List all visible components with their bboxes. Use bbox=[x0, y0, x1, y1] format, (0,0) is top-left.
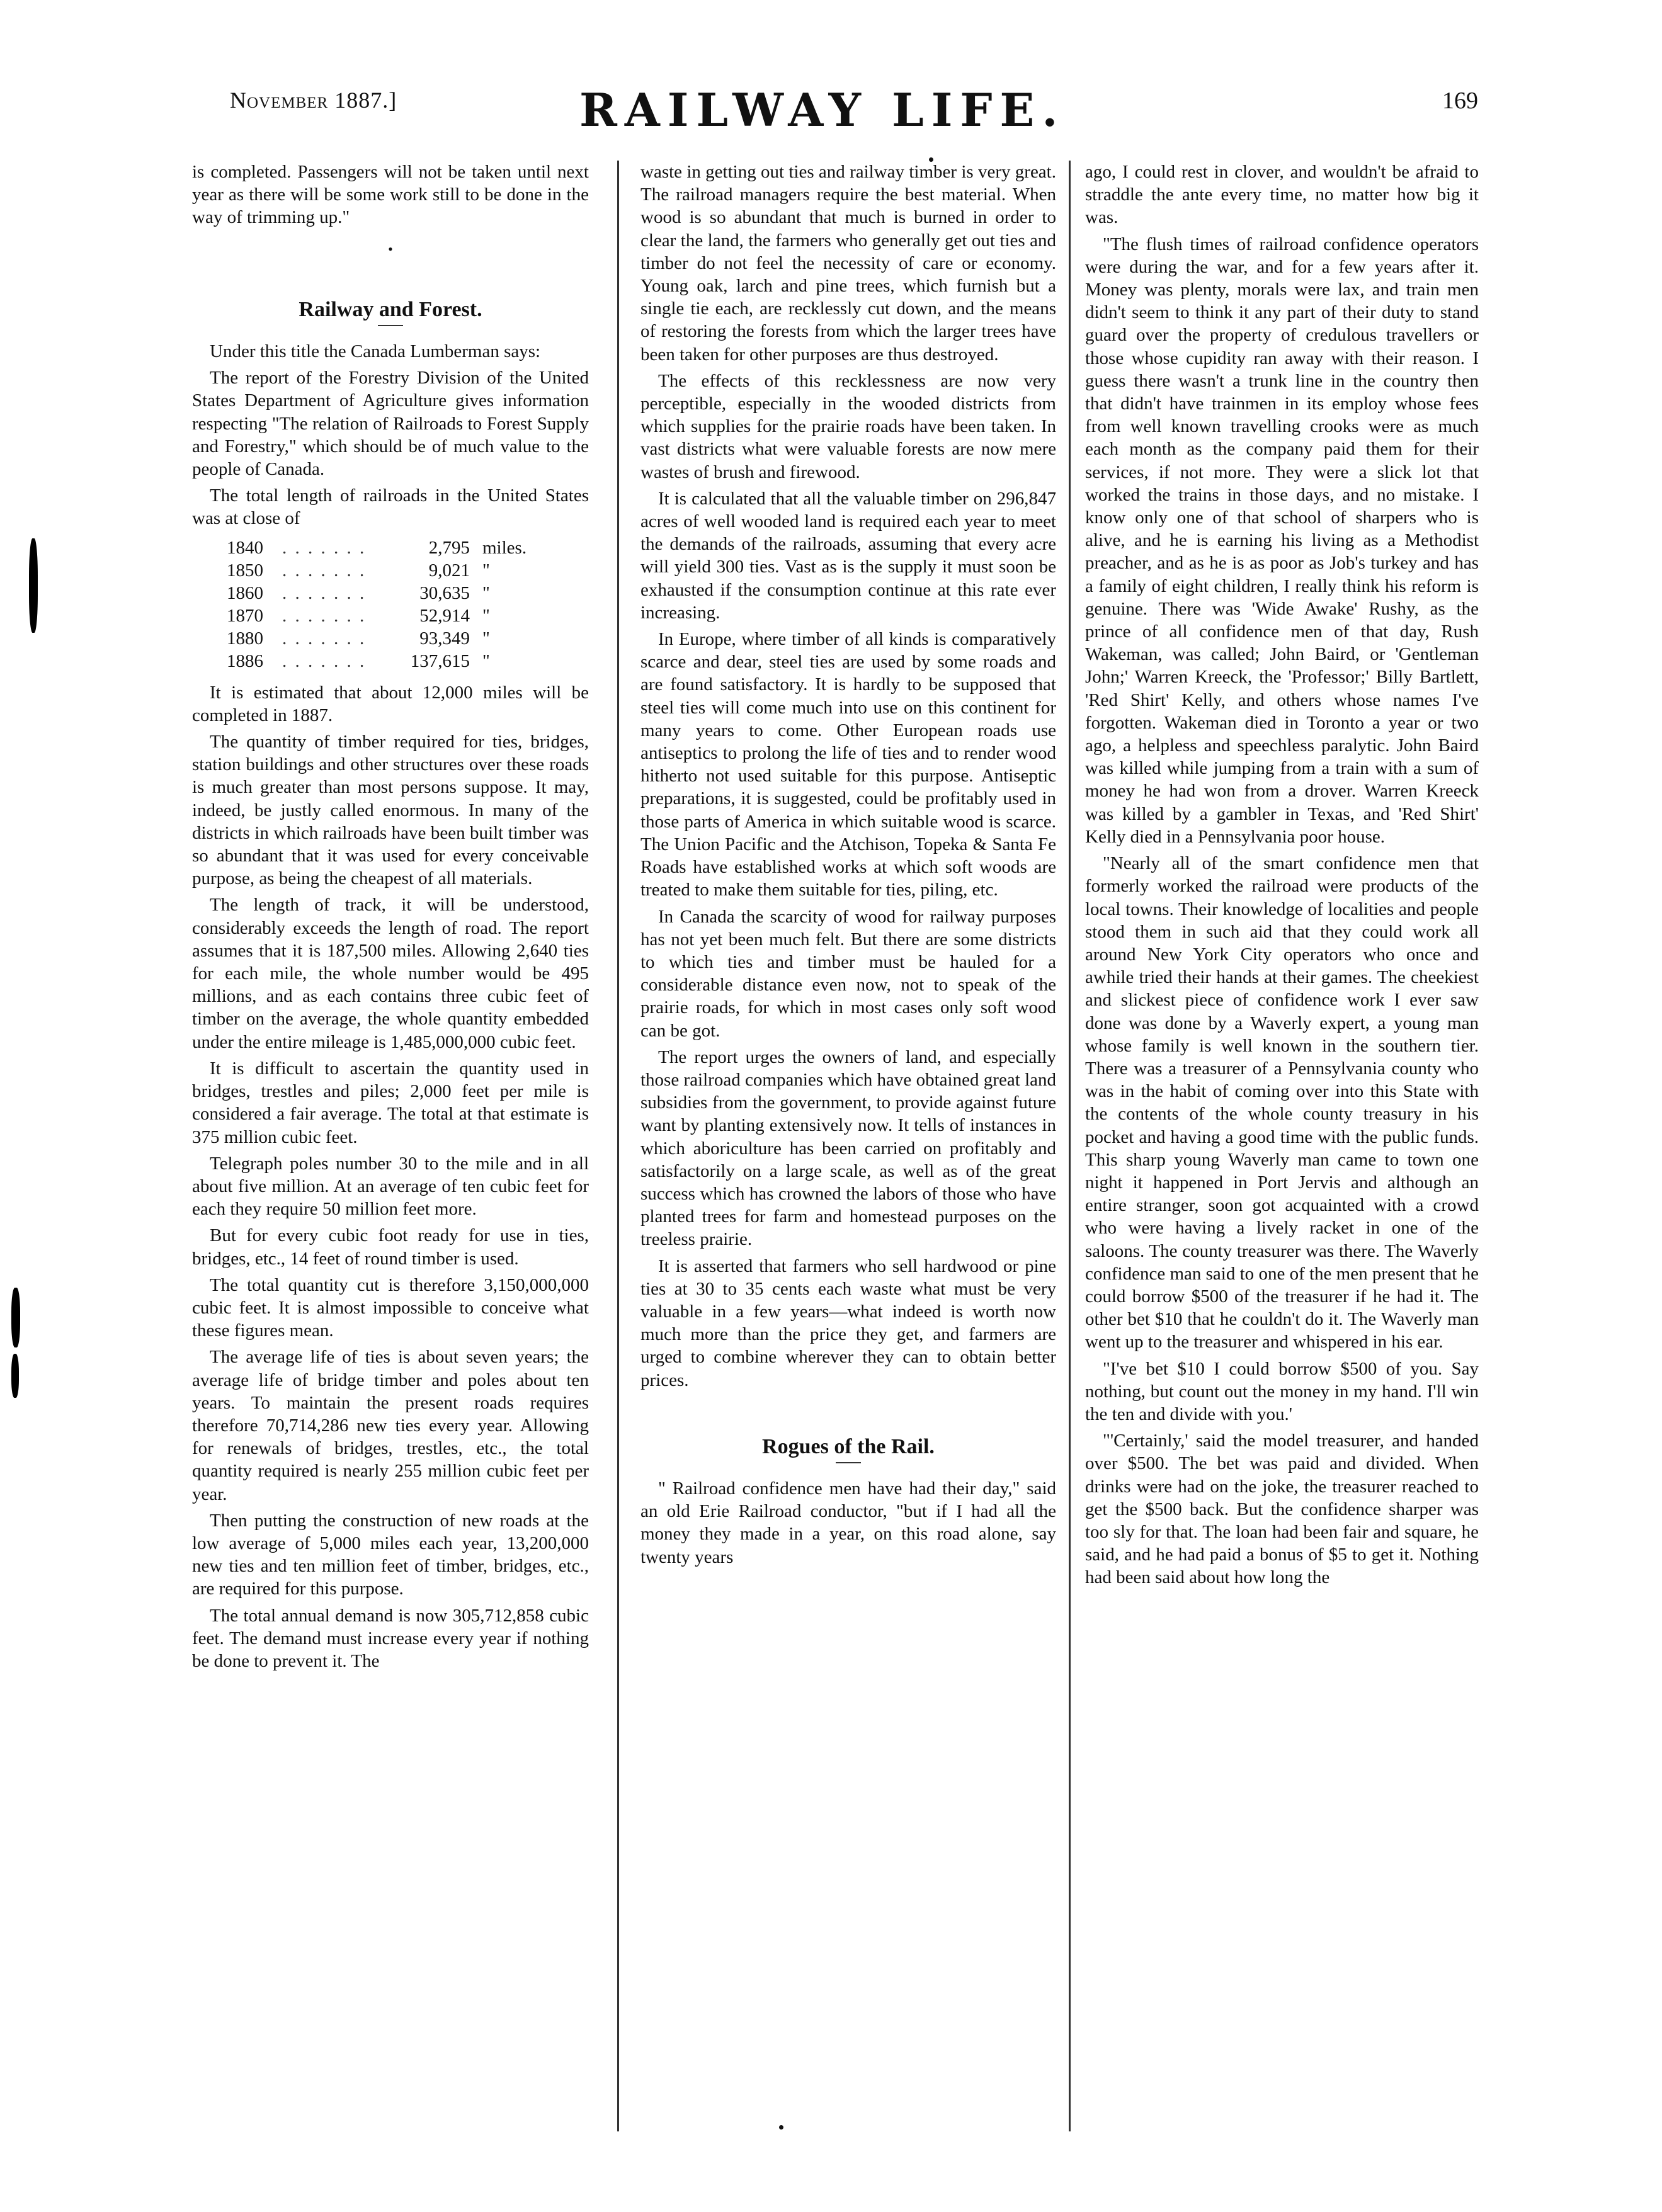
article-paragraph: "The flush times of railroad confidence operators were during the war, and for a few years after it. Money was plenty, morals were lax, and train men didn't seem to think it any part of their duty to stand guard over the property of credulous travellers or those whose cupidity ran away with their reason. I guess there wasn't a trunk line in the country then that didn't have trainmen in its employ whose fees from well known travelling crooks were as much each month as the company paid them for their services, if not more. They were a slick lot that worked the trains in those days, and no mistake. I know only one of that school of sharpers who is alive, and he is earning his living as a Methodist preacher, and as he is as poor as Job's turkey and has a family of eight children, I really think his reform is genuine. There was 'Wide Awake' Rushy, as the prince of all confidence men of that day, Rush Wakeman, was called; John Baird, or 'Gentleman John;' Warren Kreeck, the 'Professor;' Billy Bartlett, 'Red Shirt' Kelly, and others whose names I've forgotten. Wakeman died in Toronto a year or two ago, a helpless and speechless paralytic. John Baird was killed while jumping from a train with a sum of money he had won from a drover. Warren Kreeck was killed by a gambler in Texas, and 'Red Shirt' Kelly died in a Pennsylvania poor house. bbox=[1085, 234, 1479, 847]
article-paragraph: It is asserted that farmers who sell hardwood or pine ties at 30 to 35 cents each waste what must be very valuable in a few years—what indeed is worth now much more than the price they get, and farmers are urged to combine wherever they can to obtain better prices. bbox=[640, 1256, 1056, 1390]
page-number: 169 bbox=[1442, 88, 1478, 114]
article-paragraph: In Europe, where timber of all kinds is comparatively scarce and dear, steel ties are used by some roads and are found satisfactory. It is hardly to be supposed that steel ties will come much into use on this continent for many years to come. Other European roads use antiseptics to prolong the life of ties and to render wood hitherto not used suitable for this purpose. Antiseptic preparations, it is suggested, could be profitably used in those parts of America in which suitable wood is scarce. The Union Pacific and the Atchison, Topeka & Santa Fe Roads have established works at which soft woods are treated to make them suitable for ties, piling, etc. bbox=[640, 629, 1056, 900]
article-paragraph: The length of track, it will be understood, considerably exceeds the length of road. The report assumes that it is 187,500 miles. Allowing 2,640 ties for each mile, the whole number would be 495 millions, and as each contains three cubic feet of timber on the average, the whole quantity embedded under the entire mileage is 1,485,000,000 cubic feet. bbox=[192, 895, 589, 1052]
stray-dot bbox=[929, 157, 933, 162]
article-intro: Under this title the Canada Lumberman says: bbox=[210, 341, 541, 362]
article-paragraph: The report of the Forestry Division of the United States Department of Agriculture gives information respecting "The relation of Railroads to Forest Supply and Forestry," which should be of much value to the people of Canada. bbox=[192, 368, 589, 480]
article-heading-railway-forest: Railway and Forest. bbox=[299, 297, 482, 321]
binding-mark bbox=[29, 538, 38, 633]
article-paragraph: The effects of this recklessness are now very perceptible, especially in the wooded districts from which supplies for the prairie roads have been taken. In vast districts what were valuable forests are now mere wastes of brush and firewood. bbox=[640, 370, 1056, 482]
article-paragraph: " Railroad confidence men have had their day," said an old Erie Railroad conductor, "but if I had all the money they made in a year, on this road alone, say twenty years bbox=[640, 1478, 1056, 1567]
article-paragraph: "'Certainly,' said the model treasurer, and handed over $500. The bet was paid and divided. When drinks were had on the joke, the treasurer reached to get the $500 back. But the confidence sharper was too sly for that. The loan had been fair and square, he said, and he had paid a bonus of $5 to get it. Nothing had been said about how long the bbox=[1085, 1431, 1479, 1588]
binding-mark bbox=[11, 1288, 20, 1347]
heading-rule bbox=[378, 325, 403, 326]
masthead-title: RAILWAY LIFE. bbox=[579, 83, 1066, 137]
column-3 bbox=[1085, 161, 1479, 2150]
article-heading-rogues: Rogues of the Rail. bbox=[762, 1434, 935, 1458]
table-row: 1870 . . . . . . . 52,914 " bbox=[227, 605, 490, 626]
column-1 bbox=[192, 161, 589, 2150]
issue-date: November 1887.] bbox=[230, 88, 397, 113]
article-paragraph: waste in getting out ties and railway timber is very great. The railroad managers require the best material. When wood is so abundant that much is burned in order to clear the land, the farmers who generally get out ties and timber do not feel the necessity of care or economy. Young oak, larch and pine trees, which furnish but a single tie each, are recklessly cut down, and the means of restoring the forests from which the larger trees have been taken for other purposes are thus destroyed. bbox=[640, 162, 1056, 365]
article-paragraph: The total annual demand is now 305,712,858 cubic feet. The demand must increase every year if nothing be done to prevent it. The bbox=[192, 1605, 589, 1671]
binding-mark bbox=[11, 1354, 19, 1398]
separator-dot: • bbox=[388, 241, 393, 257]
article-paragraph: It is calculated that all the valuable timber on 296,847 acres of well wooded land is required each year to meet the demands of the railroads, assuming that every acre will yield 300 ties. Vast as is the supply it must soon be exhausted if the consumption continue at this rate ever increasing. bbox=[640, 488, 1056, 623]
article-paragraph: It is estimated that about 12,000 miles will be completed in 1887. bbox=[192, 682, 589, 725]
article-paragraph: The report urges the owners of land, and especially those railroad companies which have obtained great land subsidies from the government, to provide against future want by planting extensively now. It tells of instances in which aboriculture has been carried on profitably and satisfactorily on a large scale, as well as of the great success which has crowned the labors of those who have planted trees for farm and homestead purposes on the treeless prairie. bbox=[640, 1046, 1056, 1250]
table-row: 1886 . . . . . . . 137,615 " bbox=[227, 650, 490, 671]
column-2 bbox=[640, 161, 1056, 2150]
page-header bbox=[0, 83, 1662, 156]
stray-dot bbox=[779, 2125, 783, 2130]
article-paragraph: "I've bet $10 I could borrow $500 of you. Say nothing, but count out the money in my hand. I'll win the ten and divide with you.' bbox=[1085, 1358, 1479, 1424]
article-paragraph: The total quantity cut is therefore 3,150,000,000 cubic feet. It is almost impossible to conceive what these figures mean. bbox=[192, 1274, 589, 1341]
column-rule-right bbox=[1069, 161, 1071, 2131]
article-paragraph: Then putting the construction of new roads at the low average of 5,000 miles each year, 13,200,000 new ties and ten million feet of timber, bridges, etc., are required for this purpose. bbox=[192, 1510, 589, 1599]
article-paragraph: The quantity of timber required for ties, bridges, station buildings and other structures over these roads is much greater than most persons suppose. It may, indeed, be justly called enormous. In many of the districts in which railroads have been built timber was so abundant that it was used for every conceivable purpose, as being the cheapest of all materials. bbox=[192, 732, 589, 889]
article-paragraph: In Canada the scarcity of wood for railway purposes has not yet been much felt. But there are some districts to which ties and timber must be hauled for a considerable distance even now, not to speak of the prairie roads, for which in most cases only soft wood can be got. bbox=[640, 906, 1056, 1041]
article-paragraph: The average life of ties is about seven years; the average life of bridge timber and poles about ten years. To maintain the present roads requires therefore 70,714,286 new ties every year. Allowing for renewals of bridges, trestles, etc., the total quantity required is nearly 255 million cubic feet per year. bbox=[192, 1347, 589, 1504]
article-paragraph: Telegraph poles number 30 to the mile and in all about five million. At an average of ten cubic feet for each they require 50 million feet more. bbox=[192, 1153, 589, 1220]
table-row: 1840 . . . . . . . 2,795 miles. bbox=[227, 537, 527, 558]
table-row: 1850 . . . . . . . 9,021 " bbox=[227, 560, 490, 581]
article-paragraph: The total length of railroads in the United States was at close of bbox=[192, 485, 589, 529]
heading-rule bbox=[836, 1462, 861, 1463]
continued-paragraph: is completed. Passengers will not be taken until next year as there will be some work still to be done in the way of trimming up." bbox=[192, 162, 589, 228]
column-rule-left bbox=[617, 161, 619, 2131]
article-paragraph: ago, I could rest in clover, and wouldn't be afraid to straddle the ante every time, no matter how big it was. bbox=[1085, 162, 1479, 228]
table-row: 1880 . . . . . . . 93,349 " bbox=[227, 628, 490, 649]
table-row: 1860 . . . . . . . 30,635 " bbox=[227, 582, 490, 603]
article-paragraph: It is difficult to ascertain the quantity used in bridges, trestles and piles; 2,000 feet per mile is considered a fair average. The total at that estimate is 375 million cubic feet. bbox=[192, 1058, 589, 1147]
mileage-table bbox=[227, 536, 532, 672]
article-paragraph: "Nearly all of the smart confidence men that formerly worked the railroad were products of the local towns. Their knowledge of localities and people stood them in such aid that they could work all around New York City operators who once and awhile tried their hands at their games. The cheekiest and slickest piece of confidence work I ever saw done was done by a Waverly expert, a young man whose family is well known in the southern tier. There was a treasurer of a Pennsylvania county who was in the habit of coming over into this State with the contents of the whole county treasury in his pocket and having a good time with the public funds. This sharp young Waverly man came to town one night it happened in Port Jervis and although an entire stranger, soon got acquainted with a crowd who were having a lively racket in one of the saloons. The county treasurer was there. The Waverly confidence man said to one of the men present that he could borrow $500 of the treasurer if he had it. The other bet $10 that he couldn't do it. The Waverly man went up to the treasurer and whispered in his ear. bbox=[1085, 853, 1479, 1353]
article-paragraph: But for every cubic foot ready for use in ties, bridges, etc., 14 feet of round timber is used. bbox=[192, 1225, 589, 1269]
